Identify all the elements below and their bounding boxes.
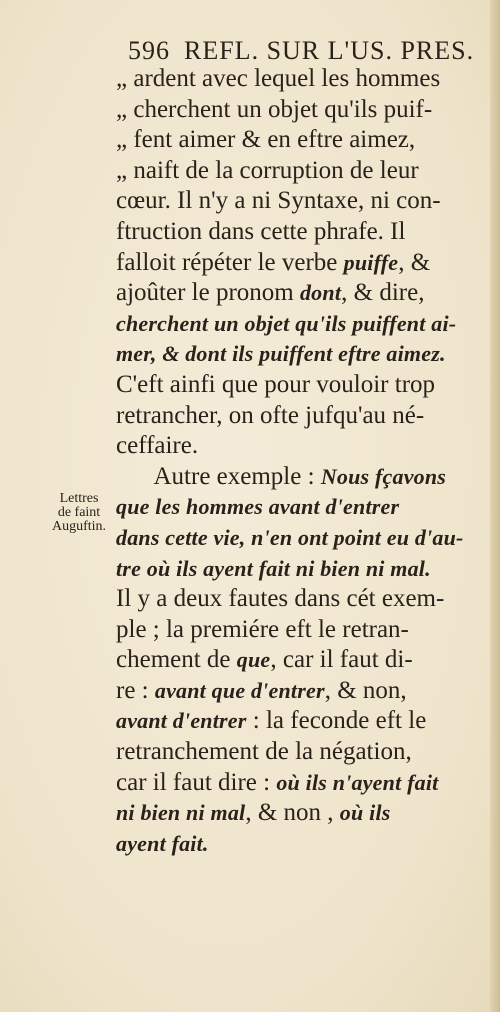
text-segment: , & non, xyxy=(324,676,407,704)
text-line xyxy=(116,339,488,370)
text-segment: , & dire, xyxy=(341,279,425,307)
text-line xyxy=(116,554,488,585)
text-line xyxy=(116,737,488,768)
text-line xyxy=(116,186,488,217)
text-segment: Autre exemple : xyxy=(116,462,321,490)
text-line xyxy=(116,615,488,646)
text-segment: „ fent aimer & en eftre aimez, xyxy=(116,126,416,154)
text-line xyxy=(116,584,488,615)
italic-text: que xyxy=(236,647,271,673)
text-line xyxy=(116,309,488,340)
text-segment: : la feconde eft le xyxy=(246,707,427,735)
text-segment: ple ; la premiére eft le retran- xyxy=(116,615,409,643)
italic-text: dans cette vie, n'en ont point eu d'au- xyxy=(116,524,464,550)
text-line xyxy=(116,370,488,401)
text-line xyxy=(116,95,488,126)
text-segment: , & non , xyxy=(245,799,340,827)
body-text xyxy=(116,64,488,859)
italic-text: cherchent un objet qu'ils puiffent ai- xyxy=(116,310,457,336)
text-line xyxy=(116,64,488,95)
italic-text: dont xyxy=(299,280,342,306)
text-segment: C'eft ainfi que pour vouloir trop xyxy=(116,370,436,398)
text-segment: retrancher, on ofte jufqu'au né- xyxy=(116,401,425,429)
text-line xyxy=(116,401,488,432)
text-segment: falloit répéter le verbe xyxy=(116,248,344,276)
text-line xyxy=(116,829,488,860)
text-line xyxy=(116,523,488,554)
text-line xyxy=(116,248,488,279)
text-segment: retranchement de la négation, xyxy=(116,738,412,766)
italic-text: Nous fçavons xyxy=(320,463,447,489)
text-segment: , car il faut di- xyxy=(270,646,413,674)
italic-text: mer, & dont ils puiffent eftre aimez. xyxy=(116,341,446,367)
text-line xyxy=(116,798,488,829)
margin-note-line: Auguftin. xyxy=(51,519,107,534)
text-segment: ftruction dans cette phrafe. Il xyxy=(116,217,406,245)
italic-text: avant que d'entrer xyxy=(154,677,325,703)
text-segment: ajoûter le pronom xyxy=(116,279,300,307)
text-segment: , & xyxy=(398,248,431,276)
text-line xyxy=(116,125,488,156)
text-segment: „ cherchent un objet qu'ils puif- xyxy=(116,95,433,123)
text-segment: re : xyxy=(116,676,155,704)
italic-text: ayent fait. xyxy=(116,830,209,856)
text-line xyxy=(116,462,488,493)
text-line xyxy=(116,768,488,799)
text-segment: ceffaire. xyxy=(116,432,199,460)
text-line xyxy=(116,217,488,248)
text-line xyxy=(116,676,488,707)
italic-text: avant d'entrer xyxy=(116,708,247,734)
text-line xyxy=(116,156,488,187)
margin-note xyxy=(40,492,118,534)
text-segment: „ naift de la corruption de leur xyxy=(116,156,419,184)
text-line xyxy=(116,706,488,737)
page-edge-shadow xyxy=(490,0,500,1012)
text-line xyxy=(116,278,488,309)
text-segment: „ ardent avec lequel les hommes xyxy=(116,65,441,92)
italic-text: tre où ils ayent fait ni bien ni mal. xyxy=(116,555,431,581)
italic-text: que les hommes avant d'entrer xyxy=(116,494,400,520)
italic-text: ni bien ni mal xyxy=(116,800,246,826)
margin-note-line: Lettres xyxy=(59,491,99,506)
text-line xyxy=(116,431,488,462)
text-line xyxy=(116,492,488,523)
italic-text: puiffe xyxy=(343,249,399,275)
margin-note-line: de faint xyxy=(57,505,101,520)
text-segment: Il y a deux fautes dans cét exem- xyxy=(116,585,445,613)
running-title: REFL. SUR L'US. PRES. xyxy=(184,36,475,65)
page-number: 596 xyxy=(128,36,170,65)
text-segment: chement de xyxy=(116,646,237,674)
italic-text: où ils n'ayent fait xyxy=(276,769,439,795)
text-segment: car il faut dire : xyxy=(116,768,277,796)
text-line xyxy=(116,645,488,676)
italic-text: où ils xyxy=(339,800,391,826)
text-segment: cœur. Il n'y a ni Syntaxe, ni con- xyxy=(116,187,441,215)
